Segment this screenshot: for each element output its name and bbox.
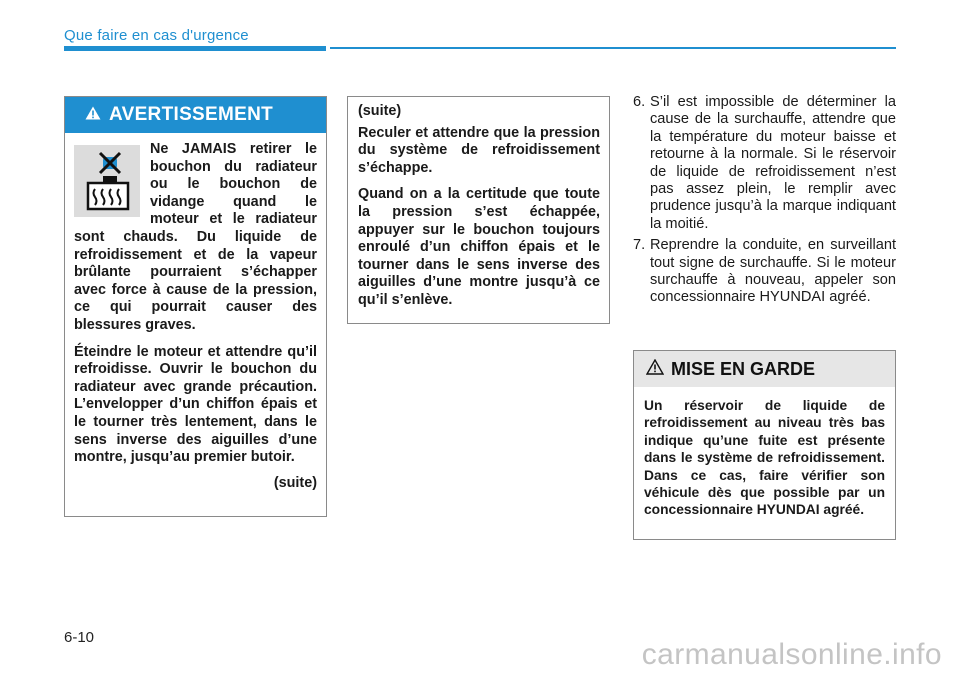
step-text: S’il est impossible de déterminer la cause de la surchauffe, attendre que la température du moteur baisse et retourne à la normale. Si le réservoir de liquide de refroidissement n’est pas assez plein, le remplir avec prudence jusqu’à la marque indiquant la moitié.: [650, 94, 896, 232]
caution-text: Un réservoir de liquide de refroidissement au niveau très bas indique qu’une fuite est présente dans le système de refroidissement. Dans ce cas, faire vérifier son véhicule dès que possible par un concessionnaire HYUNDAI agréé.: [644, 398, 885, 518]
caution-box: [633, 350, 896, 540]
list-item: [633, 94, 896, 233]
steps-list: [633, 94, 896, 311]
warning-triangle-icon: [85, 104, 101, 126]
page-number: 6-10: [64, 629, 95, 646]
caution-header: [634, 351, 895, 387]
warning-title: AVERTISSEMENT: [109, 104, 274, 125]
warning-continued-box: [347, 96, 610, 324]
section-title: Que faire en cas d'urgence: [64, 27, 249, 44]
caution-triangle-icon: [646, 359, 664, 380]
warning-continued-label: (suite): [273, 474, 317, 491]
warning-header: [65, 97, 326, 133]
caution-title: MISE EN GARDE: [671, 358, 816, 379]
step-text: Reprendre la conduite, en surveillant tout signe de surchauffe. Si le moteur surchauffe à nouveau, appeler son concessionnaire HYUNDAI agréé.: [650, 237, 896, 306]
warning-paragraph-2: Éteindre le moteur et attendre qu’il refroidisse. Ouvrir le bouchon du radiateur avec grande précaution. L’envelopper d’un chiffon épais et le tourner très lentement, dans le sens inverse des aiguilles d’une montre, jusqu’au premier butoir.: [74, 343, 317, 466]
continued-heading: (suite): [358, 103, 402, 119]
continued-paragraph-2: Quand on a la certitude que toute la pression s’est échappée, appuyer sur le bouchon toujours enroulé d’un chiffon épais et le tourner dans le sens inverse des aiguilles d’une montre jusqu’à ce qu’il s’enlève.: [358, 186, 600, 308]
list-item: [633, 237, 896, 307]
continued-paragraph-1: Reculer et attendre que la pression du système de refroidissement s’échappe.: [358, 124, 600, 176]
hot-radiator-cap-icon: [74, 145, 140, 217]
watermark: carmanualsonline.info: [641, 638, 942, 671]
warning-box: [64, 96, 327, 517]
step-number: 7.: [633, 237, 646, 254]
header-rule-thin: [330, 47, 896, 49]
header-rule-thick: [64, 46, 326, 51]
step-number: 6.: [633, 94, 646, 110]
warning-paragraph-1: Ne JAMAIS retirer le bouchon du radiateur ou le bouchon de vidange quand le moteur et le radiateur sont chauds. Du liquide de refroidissement et de la vapeur brûlante pourraient s’échapper avec force à cause de la pression, ce qui pourrait causer des blessures graves.: [74, 141, 317, 333]
